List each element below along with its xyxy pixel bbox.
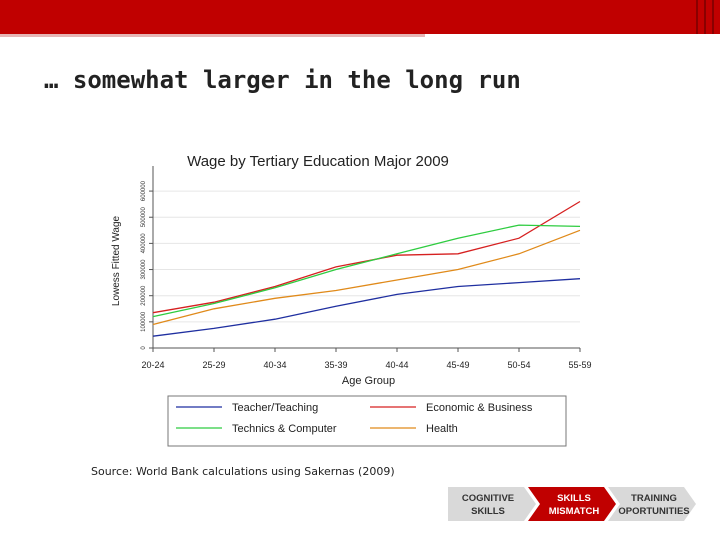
series-line-health: [153, 230, 580, 324]
y-tick-label: 600000: [141, 181, 147, 202]
y-tick-label: 400000: [141, 233, 147, 254]
y-axis-title: Lowess Fitted Wage: [111, 215, 122, 307]
x-tick-label: 55-59: [568, 360, 592, 370]
chevron-label: SKILLS: [471, 506, 505, 517]
chevron-label: MISMATCH: [548, 506, 600, 517]
x-tick-label: 40-44: [385, 360, 409, 370]
chevron-label: COGNITIVE: [461, 493, 515, 504]
x-tick-label: 45-49: [446, 360, 470, 370]
header-stripe: [712, 0, 714, 34]
y-tick-label: 300000: [141, 259, 147, 280]
chart-area: [103, 140, 603, 450]
y-tick-label: 0: [141, 346, 147, 350]
x-tick-label: 25-29: [202, 360, 226, 370]
x-tick-label: 35-39: [324, 360, 348, 370]
x-axis-title: Age Group: [341, 375, 396, 387]
y-tick-label: 100000: [141, 311, 147, 332]
process-chevrons: [448, 486, 718, 522]
source-note: Source: World Bank calculations using Sakernas (2009): [91, 465, 395, 478]
chevron-label: TRAINING: [631, 493, 677, 504]
x-tick-label: 40-34: [263, 360, 287, 370]
header-underline: [0, 34, 425, 37]
header-stripe: [696, 0, 698, 34]
legend-label: Health: [426, 423, 458, 435]
chevron-label: OPORTUNITIES: [618, 506, 690, 517]
chart-title: Wage by Tertiary Education Major 2009: [187, 153, 449, 170]
y-tick-label: 500000: [141, 207, 147, 228]
x-tick-label: 20-24: [141, 360, 165, 370]
slide-title: … somewhat larger in the long run: [44, 66, 521, 94]
series-line-teacher-teaching: [153, 279, 580, 337]
header-stripe: [704, 0, 706, 34]
legend-label: Economic & Business: [426, 402, 533, 414]
chevron-label: SKILLS: [557, 493, 591, 504]
line-chart: [103, 140, 603, 450]
legend-label: Technics & Computer: [232, 423, 337, 435]
x-tick-label: 50-54: [507, 360, 531, 370]
header-bar: [0, 0, 720, 34]
y-tick-label: 200000: [141, 285, 147, 306]
legend-label: Teacher/Teaching: [232, 402, 319, 414]
